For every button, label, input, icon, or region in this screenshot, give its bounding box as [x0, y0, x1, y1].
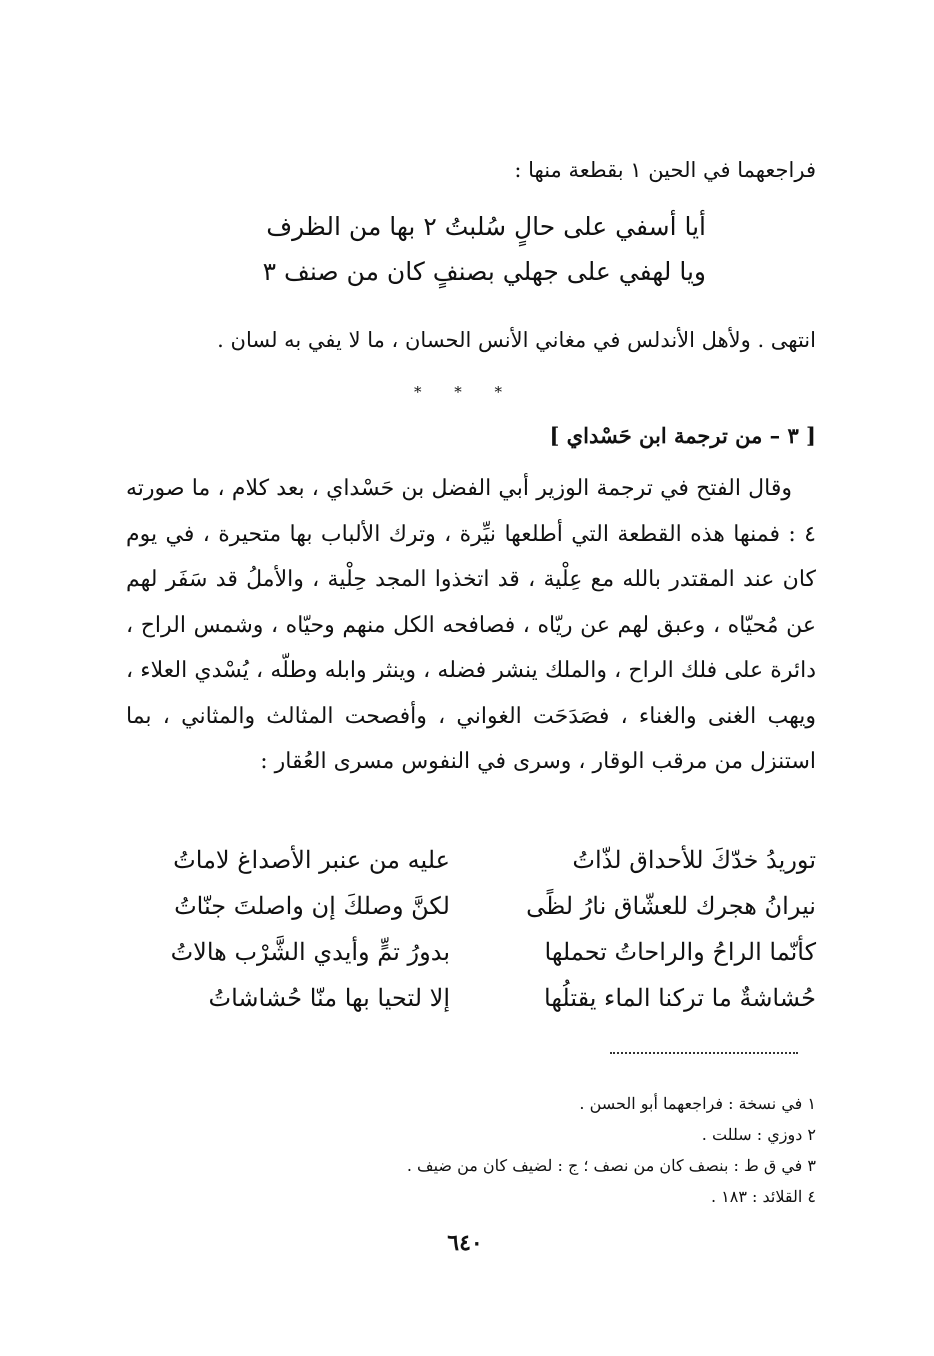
- section-separator: * * *: [413, 383, 517, 401]
- section-heading: [ ٣ – من ترجمة ابن حَسْداي ]: [549, 423, 816, 448]
- intro-line: فراجعهما في الحين ١ بقطعة منها :: [514, 158, 816, 182]
- poem-2-verse-4-first: حُشاشةٌ ما تركنا الماء يقتلُها: [544, 984, 816, 1012]
- main-paragraph: [126, 466, 816, 785]
- footnote-3: ٣ في ق ط : بنصف كان من نصف ؛ ج : لضيف كان من ضيف .: [406, 1156, 816, 1175]
- poem-2-verse-2-second: لكنَّ وصلكَ إن واصلتَ جنّاتُ: [174, 892, 450, 920]
- poem-2-verse-1-first: توريدُ خدّكَ للأحداق لذّاتُ: [572, 846, 816, 874]
- poem-2-verse-3-first: كأنّما الراحُ والراحاتُ تحملها: [544, 938, 816, 966]
- closing-line: انتهى . ولأهل الأندلس في مغاني الأنس الحسان ، ما لا يفي به لسان .: [217, 328, 816, 352]
- page-number: ٦٤٠: [447, 1230, 483, 1256]
- poem-2-verse-4-second: إلا لتحيا بها منّا حُشاشاتُ: [208, 984, 450, 1012]
- footnote-1: ١ في نسخة : فراجعهما أبو الحسن .: [579, 1094, 816, 1113]
- footnote-4: ٤ القلائد : ١٨٣ .: [710, 1187, 816, 1206]
- main-paragraph-text: وقال الفتح في ترجمة الوزير أبي الفضل بن حَسْداي ، بعد كلام ، ما صورته ٤ : فمنها هذه القطعة التي أطلعها نيِّرة ، وترك الألباب بها متحيرة ، في يوم كان عند المقتدر بالله مع عِلْية ، قد اتخذوا المجد حِلْية ، والأملُ قد سَفَر لهم عن مُحيّاه ، وعبق لهم عن ريّاه ، فصافحه الكل منهم وحيّاه ، وشمس الراح ، دائرة على فلك الراح ، والملك ينشر فضله ، وينثر وابله وطلّه ، يُسْدي العلاء ، ويهب الغنى والغناء ، فصَدَحَت الغواني ، وأفصحت المثالث والمثاني ، بما استنزل من مرقب الوقار ، وسرى في النفوس مسرى العُقار :: [126, 476, 816, 774]
- footnote-divider: [610, 1052, 798, 1054]
- poem-2-verse-2-first: نيرانُ هجرك للعشّاق نارُ لظًى: [526, 892, 816, 920]
- poem-2-verse-3-second: بدورُ تمٍّ وأيدي الشَّرْب هالاتُ: [170, 938, 450, 966]
- footnotes: [176, 1088, 816, 1212]
- poem-1-verse-1: أيا أسفي على حالٍ سُلبتُ ٢ بها من الظرف: [266, 212, 706, 241]
- footnote-2: ٢ دوزي : سللت .: [701, 1125, 816, 1144]
- poem-1-verse-2: ويا لهفي على جهلي بصنفٍ كان من صنف ٣: [262, 257, 706, 286]
- poem-2-verse-1-second: عليه من عنبر الأصداغ لاماتُ: [173, 846, 450, 874]
